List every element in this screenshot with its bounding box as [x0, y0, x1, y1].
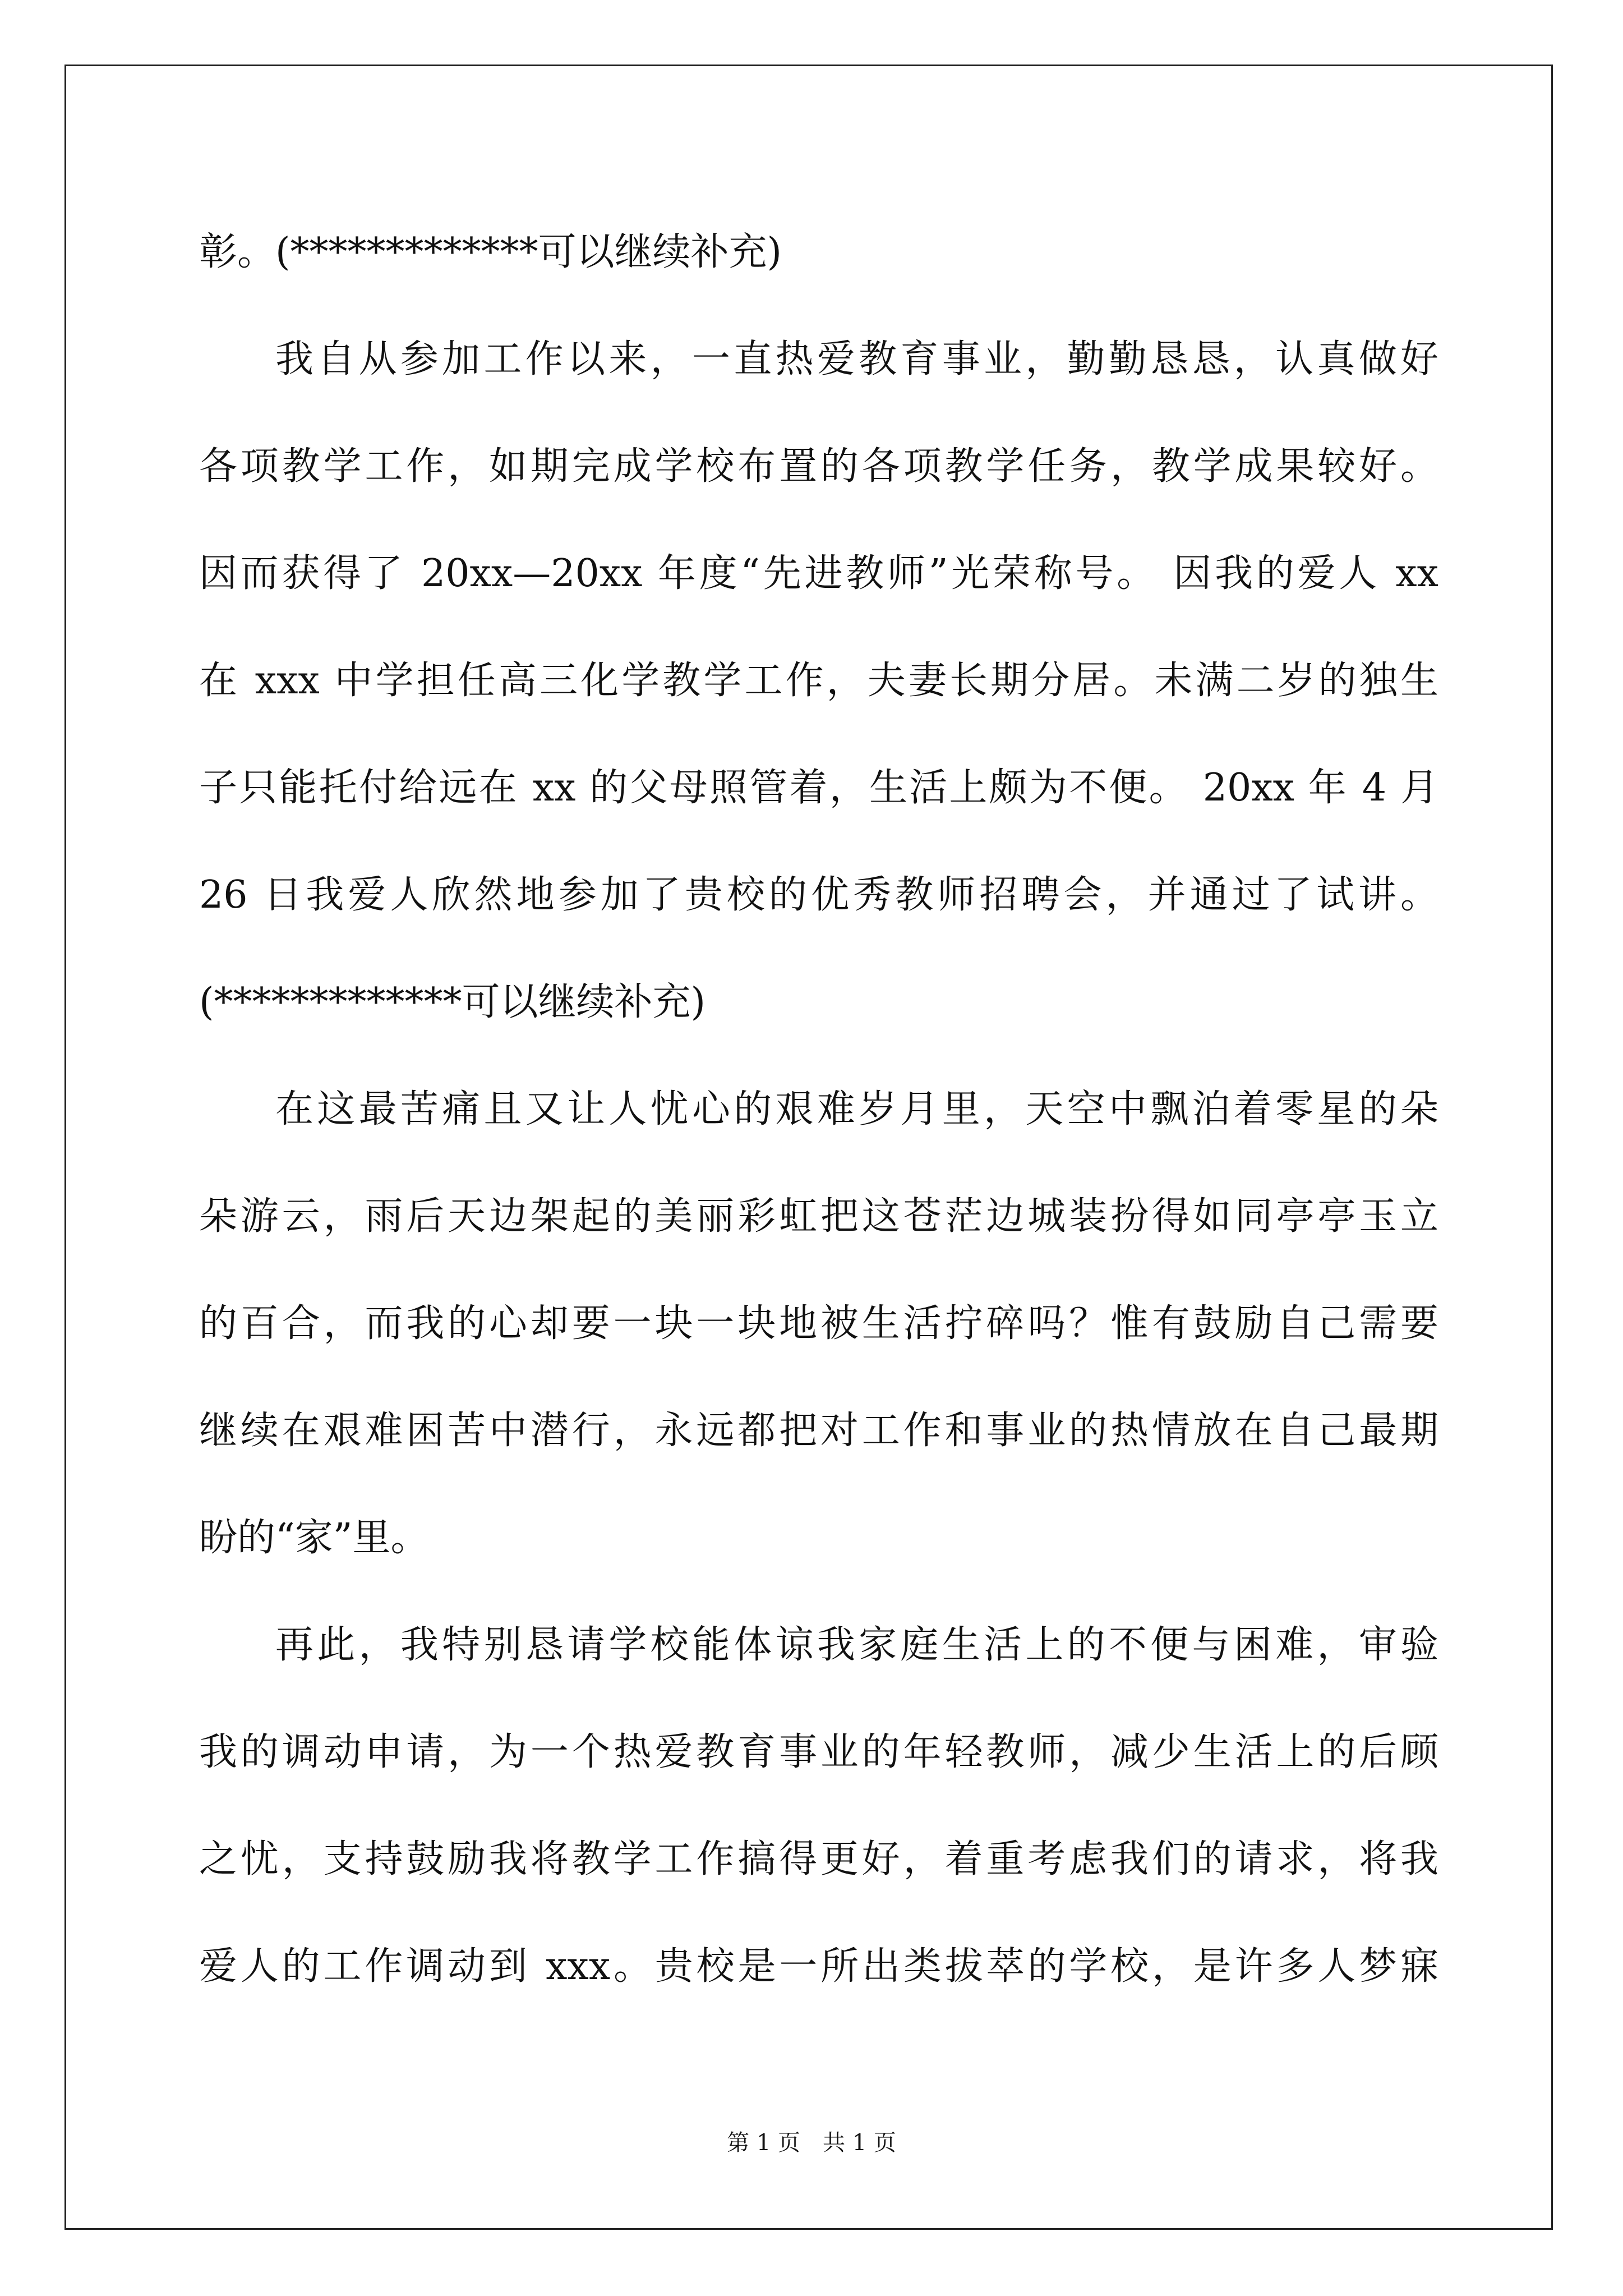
- text-line: 各项教学工作，如期完成学校布置的各项教学任务，教学成果较好。: [199, 444, 1438, 489]
- page-number: 第 1 页 共 1 页: [727, 2130, 896, 2156]
- text-line: 26 日我爱人欣然地参加了贵校的优秀教师招聘会，并通过了试讲。: [199, 873, 1438, 917]
- text-line: 子只能托付给远在 xx 的父母照管着，生活上颇为不便。 20xx 年 4 月: [199, 766, 1438, 810]
- text-line: 的百合，而我的心却要一块一块地被生活拧碎吗？惟有鼓励自己需要: [199, 1301, 1438, 1346]
- text-line: 之忧，支持鼓励我将教学工作搞得更好，着重考虑我们的请求，将我: [199, 1837, 1438, 1881]
- text-line: 在这最苦痛且又让人忧心的艰难岁月里，天空中飘泊着零星的朵: [275, 1087, 1438, 1131]
- text-line: 再此，我特别恳请学校能体谅我家庭生活上的不便与困难，审验: [275, 1623, 1438, 1667]
- text-line: 盼的“家”里。: [199, 1516, 429, 1560]
- text-line: 因而获得了 20xx—20xx 年度“先进教师”光荣称号。 因我的爱人 xx: [199, 551, 1438, 596]
- text-line: (*************可以继续补充): [199, 980, 706, 1024]
- text-line: 爱人的工作调动到 xxx。贵校是一所出类拔萃的学校，是许多人梦寐: [199, 1944, 1438, 1989]
- document-body: [199, 219, 1438, 2040]
- text-line: 彰。(*************可以继续补充): [199, 230, 782, 274]
- text-line: 继续在艰难困苦中潜行，永远都把对工作和事业的热情放在自己最期: [199, 1409, 1438, 1453]
- text-line: 我自从参加工作以来，一直热爱教育事业，勤勤恳恳，认真做好: [275, 337, 1438, 381]
- text-line: 我的调动申请，为一个热爱教育事业的年轻教师，减少生活上的后顾: [199, 1730, 1438, 1774]
- text-line: 朵游云，雨后天边架起的美丽彩虹把这苍茫边城装扮得如同亭亭玉立: [199, 1194, 1438, 1239]
- text-line: 在 xxx 中学担任高三化学教学工作，夫妻长期分居。未满二岁的独生: [199, 659, 1438, 703]
